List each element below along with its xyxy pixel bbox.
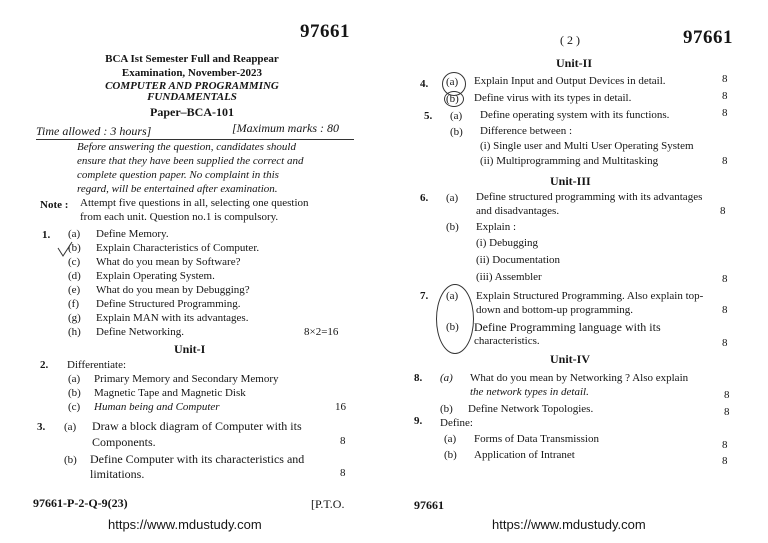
subject-title-line1: COMPUTER AND PROGRAMMING xyxy=(105,80,279,92)
unit-ii-heading: Unit-II xyxy=(556,56,593,70)
q1a-text: Define Memory. xyxy=(96,228,169,240)
q7a-line2: down and bottom-up programming. xyxy=(476,304,634,316)
pen-circle-q4b xyxy=(444,91,464,107)
q6b-label: (b) xyxy=(446,221,459,233)
q1-marks: 8×2=16 xyxy=(304,326,339,338)
q1f-text: Define Structured Programming. xyxy=(96,298,241,310)
q1g-label: (g) xyxy=(68,312,81,324)
q3-number: 3. xyxy=(37,421,46,433)
exam-title-line1: BCA Ist Semester Full and Reappear xyxy=(105,53,279,65)
q9a-label: (a) xyxy=(444,433,457,445)
q2a-label: (a) xyxy=(68,373,81,385)
q3b-label: (b) xyxy=(64,454,77,466)
q8b-marks: 8 xyxy=(724,406,730,418)
q4-number: 4. xyxy=(420,78,429,90)
q8b-label: (b) xyxy=(440,403,453,415)
q5-number: 5. xyxy=(424,110,433,122)
q4b-text: Define virus with its types in detail. xyxy=(474,92,632,104)
q7b-marks: 8 xyxy=(722,337,728,349)
q9a-marks: 8 xyxy=(722,439,728,451)
paper-code-right: 97661 xyxy=(683,27,733,48)
q1d-text: Explain Operating System. xyxy=(96,270,215,282)
q3b-marks: 8 xyxy=(340,467,346,479)
q1c-label: (c) xyxy=(68,256,81,268)
q4b-marks: 8 xyxy=(722,90,728,102)
q6b-ii-text: (ii) Documentation xyxy=(476,254,561,266)
q8-number: 8. xyxy=(414,372,423,384)
q3a-line1: Draw a block diagram of Computer with its xyxy=(92,419,302,433)
q3a-line2: Components. xyxy=(92,435,156,449)
exam-title-line2: Examination, November-2023 xyxy=(121,67,263,79)
q5a-marks: 8 xyxy=(722,107,728,119)
q8a-marks: 8 xyxy=(724,389,730,401)
q8a-label: (a) xyxy=(440,372,453,384)
pen-circle-q7 xyxy=(436,284,474,354)
q7-number: 7. xyxy=(420,290,429,302)
note-line-1: Attempt five questions in all, selecting one question xyxy=(80,197,309,209)
q8b-text: Define Network Topologies. xyxy=(468,403,594,415)
q2b-label: (b) xyxy=(68,387,81,399)
q7a-marks: 8 xyxy=(722,304,728,316)
q1e-text: What do you mean by Debugging? xyxy=(96,284,250,296)
pto-text: [P.T.O. xyxy=(311,497,345,511)
q1b-text: Explain Characteristics of Computer. xyxy=(96,242,260,254)
subject-title-line2: FUNDAMENTALS xyxy=(147,91,237,103)
max-marks: [Maximum marks : 80 xyxy=(232,121,339,135)
q2b-text: Magnetic Tape and Magnetic Disk xyxy=(94,387,246,399)
q6b-text: Explain : xyxy=(476,221,517,233)
q5b-i-text: (i) Single user and Multi User Operating System xyxy=(480,140,694,152)
q4a-label: (a) xyxy=(446,76,459,88)
instruction-line-1: Before answering the question, candidates should xyxy=(77,141,296,153)
q1e-label: (e) xyxy=(68,284,81,296)
q1g-text: Explain MAN with its advantages. xyxy=(96,312,249,324)
q5b-marks: 8 xyxy=(722,155,728,167)
q9b-marks: 8 xyxy=(722,455,728,467)
instruction-line-3: complete question paper. No complaint in this xyxy=(77,169,279,181)
note-label: Note : xyxy=(40,199,69,211)
time-allowed: Time allowed : 3 hours] xyxy=(36,124,152,138)
q6b-marks: 8 xyxy=(722,273,728,285)
q6a-line1: Define structured programming with its advantages xyxy=(476,191,703,203)
q6a-label: (a) xyxy=(446,192,459,204)
q8a-line1: What do you mean by Networking ? Also explain xyxy=(470,372,689,384)
q6a-marks: 8 xyxy=(720,205,726,217)
q3b-line1: Define Computer with its characteristics and xyxy=(90,452,305,466)
q5b-text: Difference between : xyxy=(480,125,573,137)
q8a-line2: the network types in detail. xyxy=(470,386,589,398)
q7a-line1: Explain Structured Programming. Also explain top- xyxy=(476,290,704,302)
q3a-marks: 8 xyxy=(340,435,346,447)
q9-number: 9. xyxy=(414,415,423,427)
q3b-line2: limitations. xyxy=(90,467,145,481)
q9-title: Define: xyxy=(440,417,473,429)
note-line-2: from each unit. Question no.1 is compulsory. xyxy=(80,211,279,223)
q7b-line2: characteristics. xyxy=(474,335,540,347)
q1h-text: Define Networking. xyxy=(96,326,184,338)
q9a-text: Forms of Data Transmission xyxy=(474,433,599,445)
instruction-line-2: ensure that they have been supplied the correct and xyxy=(77,155,304,167)
unit-iv-heading: Unit-IV xyxy=(550,352,591,366)
right-page xyxy=(384,0,768,543)
q1d-label: (d) xyxy=(68,270,81,282)
q4a-text: Explain Input and Output Devices in detail. xyxy=(474,75,666,87)
q1b-label: (b) xyxy=(68,242,81,254)
q5b-label: (b) xyxy=(450,126,463,138)
pen-tick-mark xyxy=(56,240,74,262)
q2c-text: Human being and Computer xyxy=(94,401,220,413)
q1a-label: (a) xyxy=(68,228,81,240)
footer-paper-code: 97661-P-2-Q-9(23) xyxy=(33,496,128,510)
q3a-label: (a) xyxy=(64,421,77,433)
q6b-i-text: (i) Debugging xyxy=(476,237,539,249)
footer-paper-code-right: 97661 xyxy=(414,498,444,512)
header-rule xyxy=(36,139,354,140)
q7b-label: (b) xyxy=(446,321,459,333)
q6a-line2: and disadvantages. xyxy=(476,205,560,217)
q6b-iii-text: (iii) Assembler xyxy=(476,271,542,283)
q1-number: 1. xyxy=(42,229,51,241)
q4a-marks: 8 xyxy=(722,73,728,85)
q7a-label: (a) xyxy=(446,290,459,302)
q2c-label: (c) xyxy=(68,401,81,413)
page-number: ( 2 ) xyxy=(560,33,580,47)
paper-code: 97661 xyxy=(300,21,350,42)
q9b-text: Application of Intranet xyxy=(474,449,575,461)
q4b-label: (b) xyxy=(446,93,459,105)
q5a-text: Define operating system with its functions. xyxy=(480,109,670,121)
website-url[interactable]: https://www.mdustudy.com xyxy=(108,517,262,532)
unit-iii-heading: Unit-III xyxy=(550,174,591,188)
q2-marks: 16 xyxy=(335,401,346,413)
q1h-label: (h) xyxy=(68,326,81,338)
q9b-label: (b) xyxy=(444,449,457,461)
paper-label: Paper–BCA-101 xyxy=(150,105,234,119)
unit-i-heading: Unit-I xyxy=(174,342,206,356)
q7b-line1: Define Programming language with its xyxy=(474,320,661,334)
q2-title: Differentiate: xyxy=(67,359,127,371)
q2a-text: Primary Memory and Secondary Memory xyxy=(94,373,279,385)
instruction-line-4: regard, will be entertained after examination. xyxy=(77,183,278,195)
q5a-label: (a) xyxy=(450,110,463,122)
q6-number: 6. xyxy=(420,192,429,204)
q1f-label: (f) xyxy=(68,298,79,310)
q5b-ii-text: (ii) Multiprogramming and Multitasking xyxy=(480,155,659,167)
website-url-right[interactable]: https://www.mdustudy.com xyxy=(492,517,646,532)
q2-number: 2. xyxy=(40,359,49,371)
q1c-text: What do you mean by Software? xyxy=(96,256,241,268)
